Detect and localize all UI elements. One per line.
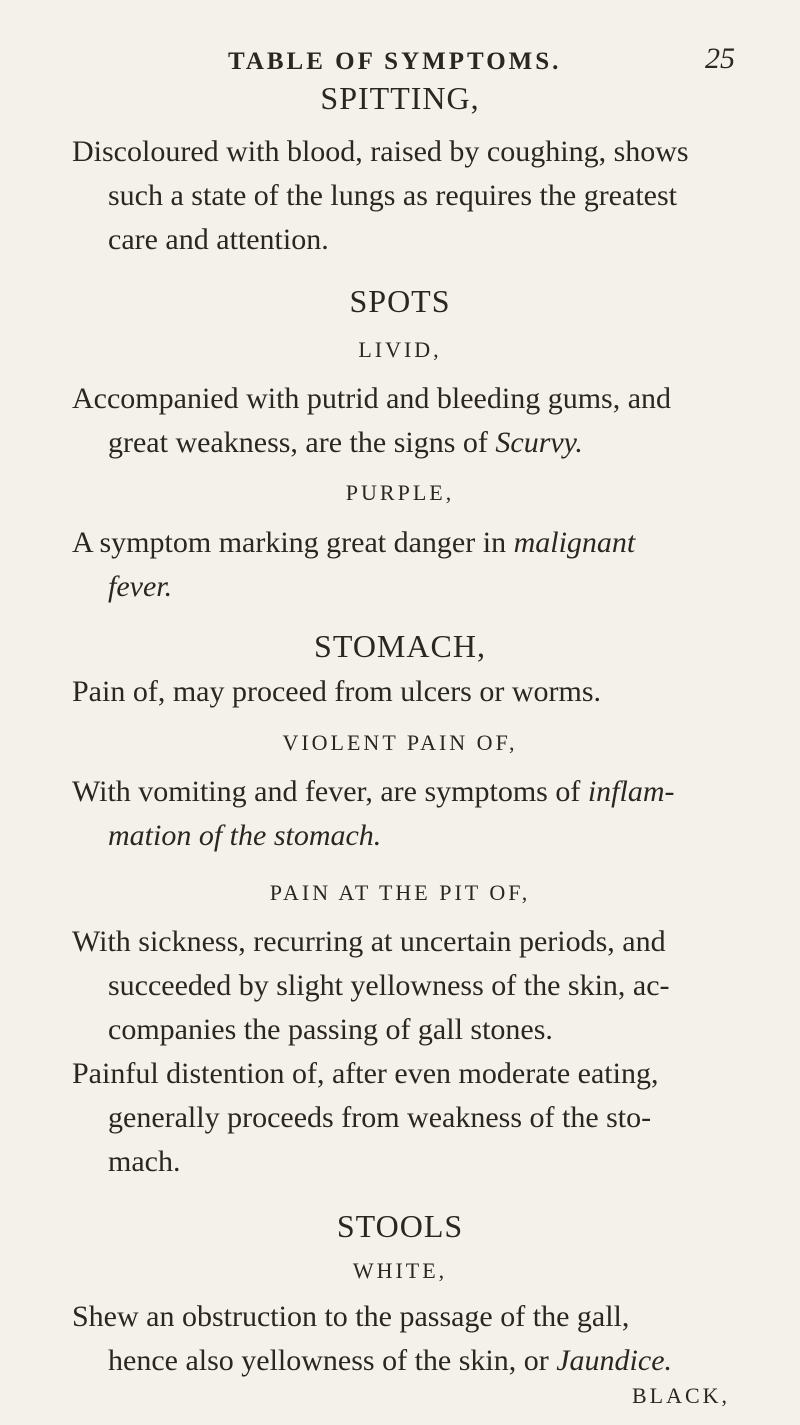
paragraph-white — [72, 1295, 772, 1383]
text-line — [72, 1339, 772, 1383]
paragraph-spitting — [72, 130, 772, 262]
page-number: 25 — [705, 42, 735, 75]
paragraph-stomach — [72, 670, 772, 714]
running-head — [0, 38, 800, 78]
text-line: mach. — [108, 1145, 181, 1178]
text-line: generally proceeds from weakness of the sto- — [108, 1101, 652, 1134]
text-line: care and attention. — [108, 223, 329, 256]
text-segment: A symptom marking great danger in — [72, 526, 514, 559]
text-line: succeeded by slight yellowness of the skin, ac- — [108, 969, 670, 1002]
subheading-violent-pain: VIOLENT PAIN OF, — [282, 730, 518, 755]
italic-term: Scurvy. — [495, 426, 583, 459]
text-line — [72, 421, 772, 465]
text-line: With sickness, recurring at uncertain periods, and — [72, 925, 666, 958]
text-line: Painful distention of, after even moderate eating, — [72, 1057, 659, 1090]
catchword: BLACK, — [632, 1383, 731, 1408]
text-line — [72, 521, 772, 565]
italic-term: inflam- — [587, 775, 675, 808]
italic-term: malignant — [513, 526, 636, 559]
subheading-white: WHITE, — [352, 1258, 448, 1283]
paragraph-violent-pain — [72, 770, 772, 858]
heading-stomach: STOMACH, — [314, 628, 486, 664]
text-segment: great weakness, are the signs of — [108, 426, 496, 459]
text-segment: hence also yellowness of the skin, or — [108, 1344, 557, 1377]
paragraph-pain-at-pit — [72, 920, 772, 1184]
italic-term: mation of the stomach. — [108, 819, 382, 852]
paragraph-livid — [72, 377, 772, 465]
heading-stools: STOOLS — [336, 1208, 464, 1244]
heading-spots: SPOTS — [349, 283, 451, 319]
text-line — [72, 565, 772, 609]
text-line: companies the passing of gall stones. — [108, 1013, 553, 1046]
subheading-livid: LIVID, — [358, 337, 442, 362]
subheading-purple: PURPLE, — [345, 480, 455, 505]
italic-term: fever. — [108, 570, 173, 603]
paragraph-purple — [72, 521, 772, 609]
text-line: Accompanied with putrid and bleeding gums, and — [72, 382, 672, 415]
text-segment: With vomiting and fever, are symptoms of — [72, 775, 588, 808]
subheading-pain-at-pit: PAIN AT THE PIT OF, — [269, 880, 531, 905]
running-title: TABLE OF SYMPTOMS. — [228, 48, 562, 75]
text-line: Discoloured with blood, raised by coughing, shows — [72, 135, 689, 168]
heading-spitting: SPITTING, — [320, 80, 480, 116]
text-line: Shew an obstruction to the passage of the gall, — [72, 1300, 630, 1333]
italic-term: Jaundice. — [556, 1344, 673, 1377]
text-line — [72, 770, 772, 814]
text-line — [72, 814, 772, 858]
text-line: such a state of the lungs as requires the greatest — [108, 179, 677, 212]
text-line: Pain of, may proceed from ulcers or worms. — [72, 675, 602, 708]
